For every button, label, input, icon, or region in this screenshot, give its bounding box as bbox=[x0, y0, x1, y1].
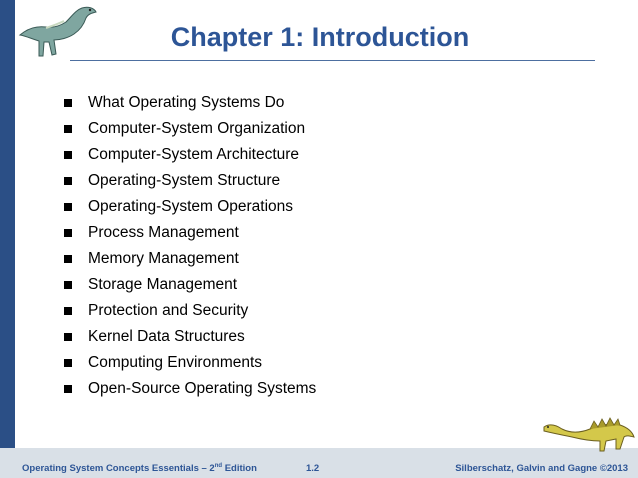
list-item-text: Open-Source Operating Systems bbox=[88, 380, 317, 397]
list-item-text: Operating-System Structure bbox=[88, 172, 281, 189]
slide-title: Chapter 1: Introduction bbox=[170, 22, 470, 52]
square-bullet-icon bbox=[64, 255, 72, 263]
list-item-text: Process Management bbox=[88, 224, 239, 241]
square-bullet-icon bbox=[64, 203, 72, 211]
list-item bbox=[64, 376, 316, 402]
footer-title-suffix: Edition bbox=[222, 463, 257, 474]
list-item bbox=[64, 298, 316, 324]
footer-title-prefix: Operating System Concepts Essentials – 2 bbox=[22, 463, 215, 474]
square-bullet-icon bbox=[64, 359, 72, 367]
list-item bbox=[64, 194, 316, 220]
square-bullet-icon bbox=[64, 385, 72, 393]
list-item-text: Computing Environments bbox=[88, 354, 263, 371]
list-item-text: Computer-System Architecture bbox=[88, 146, 300, 163]
page-number: 1.2 bbox=[306, 463, 320, 474]
list-item bbox=[64, 350, 316, 376]
list-item bbox=[64, 324, 316, 350]
list-item-text: Computer-System Organization bbox=[88, 120, 306, 137]
dinosaur-icon bbox=[16, 2, 102, 62]
square-bullet-icon bbox=[64, 177, 72, 185]
square-bullet-icon bbox=[64, 125, 72, 133]
list-item bbox=[64, 220, 316, 246]
topic-list bbox=[64, 90, 316, 402]
dinosaur-icon bbox=[540, 405, 636, 455]
list-item-text: Kernel Data Structures bbox=[88, 328, 245, 345]
title-divider bbox=[70, 60, 595, 61]
square-bullet-icon bbox=[64, 333, 72, 341]
list-item bbox=[64, 246, 316, 272]
left-accent-bar bbox=[0, 0, 15, 478]
list-item bbox=[64, 142, 316, 168]
list-item bbox=[64, 90, 316, 116]
footer-copyright: Silberschatz, Galvin and Gagne ©2013 bbox=[455, 463, 628, 474]
list-item-text: Protection and Security bbox=[88, 302, 249, 319]
list-item-text: Memory Management bbox=[88, 250, 239, 267]
list-item-text: What Operating Systems Do bbox=[88, 94, 285, 111]
square-bullet-icon bbox=[64, 281, 72, 289]
list-item bbox=[64, 272, 316, 298]
square-bullet-icon bbox=[64, 229, 72, 237]
list-item bbox=[64, 116, 316, 142]
list-item-text: Operating-System Operations bbox=[88, 198, 294, 215]
footer-book-title bbox=[22, 463, 257, 474]
square-bullet-icon bbox=[64, 151, 72, 159]
square-bullet-icon bbox=[64, 99, 72, 107]
list-item bbox=[64, 168, 316, 194]
footer-edition-superscript: nd bbox=[214, 462, 223, 469]
list-item-text: Storage Management bbox=[88, 276, 238, 293]
square-bullet-icon bbox=[64, 307, 72, 315]
